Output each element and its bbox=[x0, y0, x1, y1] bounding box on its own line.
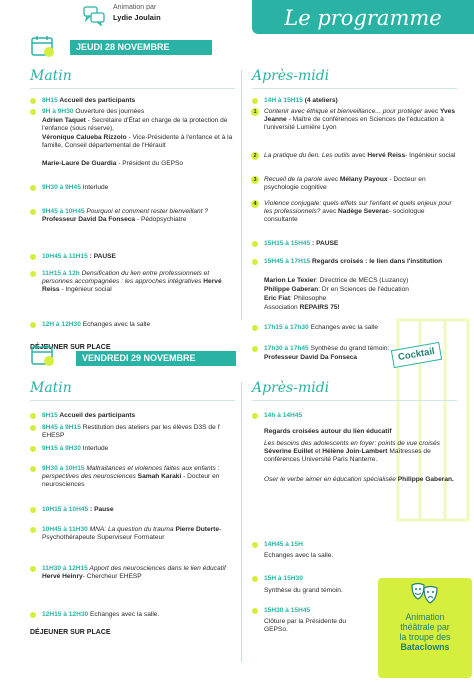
column-divider bbox=[241, 70, 242, 320]
list-item: Regards croisées autour du lien éducatif bbox=[264, 428, 392, 435]
list-item: 11H15 à 12h Densification du lien entre professionnels et personnes accompagnées : les approches intégratives Hervé Reiss - Ingénieur social bbox=[30, 270, 235, 295]
list-item: Marie-Laure De Guardia - Président du GEPSo bbox=[42, 160, 184, 167]
lunch-label: DÉJEUNER SUR PLACE bbox=[30, 629, 111, 636]
list-item: Adrien Taquet - Secrétaire d'État en charge de la protection de l'enfance (sous réserve), bbox=[42, 117, 228, 133]
list-item: 2 La pratique du lien. Les outils avec Hervé Reiss- Ingénieur social bbox=[252, 152, 457, 160]
day2-apres-heading: Après-midi bbox=[252, 380, 330, 396]
list-item: 9H30 à 9H45 Interlude bbox=[30, 184, 235, 192]
list-item: 8H15 Accueil des participants bbox=[30, 412, 235, 420]
list-item: Eric Fiat: Philosophe bbox=[264, 295, 327, 302]
list-item: 1 Contenir avec éthique et bienveillance... pour protéger avec Yves Jeanne - Maître de conférences en Sciences de l'éducation à l'université Lumière Lyon bbox=[252, 108, 457, 133]
animation-box bbox=[378, 578, 472, 678]
cocktail-badge: Cocktail bbox=[391, 342, 442, 368]
list-item: 17h15 à 17h30 Echanges avec la salle bbox=[252, 324, 457, 332]
list-item: 15H15 à 15H45 : PAUSE bbox=[252, 240, 457, 248]
animation-name: Lydie Joulain bbox=[113, 13, 161, 22]
list-item: Clôture par la Présidente du GEPSo. bbox=[264, 618, 347, 634]
list-item: 17h30 à 17h45 Synthèse du grand témoin: bbox=[252, 345, 457, 353]
list-item: Echanges avec la salle. bbox=[264, 552, 334, 559]
list-item: 10H15 à 10H45 : Pause bbox=[30, 506, 235, 514]
day1-date-banner: JEUDI 28 NOVEMBRE bbox=[70, 40, 212, 55]
list-item: 14H45 à 15H bbox=[252, 541, 457, 549]
column-divider bbox=[241, 382, 242, 662]
list-item: 9H30 à 10H15 Maltraitances et violences faites aux enfants : perspectives des neurosciences Samah Karaki - Docteur en neurosciences bbox=[30, 465, 235, 490]
list-item: Véronique Calueba Rizzolo - Vice-Présidente à l'enfance et à la famille, Conseil départemental de l'Hérault bbox=[42, 134, 233, 150]
list-item: 8H15 Accueil des participants bbox=[30, 97, 235, 105]
divider bbox=[30, 400, 235, 401]
calendar-icon bbox=[30, 34, 56, 58]
list-item: Synthèse du grand témoin. bbox=[264, 587, 343, 594]
animation-troupe: Bataclowns bbox=[400, 642, 450, 653]
list-item: Professeur David Da Fonseca bbox=[264, 354, 358, 361]
list-item: 14h à 14H45 bbox=[252, 412, 457, 420]
day2-matin-heading: Matin bbox=[30, 380, 72, 396]
divider bbox=[30, 88, 235, 89]
day2-date-banner: VENDREDI 29 NOVEMBRE bbox=[76, 351, 236, 366]
list-item: 12H15 à 12H30 Echanges avec la salle. bbox=[30, 611, 235, 619]
animation-line3: la troupe des bbox=[399, 632, 451, 643]
list-item: 9H15 à 9H30 Interlude bbox=[30, 445, 235, 453]
list-item: Association REPAIRS 75! bbox=[264, 304, 340, 311]
list-item: 15H45 à 17H15 Regards croisés : le lien dans l'institution bbox=[252, 258, 457, 266]
day1-matin-heading: Matin bbox=[30, 68, 72, 84]
theatre-masks-icon bbox=[410, 582, 440, 608]
page-title: Le programme bbox=[252, 0, 474, 34]
list-item: 9H à 9H30 Ouverture des journées bbox=[30, 108, 235, 116]
day1-apres-heading: Après-midi bbox=[252, 68, 330, 84]
list-item: 8H45 à 9H15 Restitution des ateliers par les élèves D3S de l' EHESP bbox=[30, 424, 235, 440]
list-item: 9H45 à 10H45 Pourquoi et comment rester bienveillant ? Professeur David Da Fonseca - Pédopsychiatre bbox=[30, 208, 235, 224]
list-item: 14H à 15H15 (4 ateliers) bbox=[252, 97, 457, 105]
divider bbox=[252, 400, 457, 401]
lunch-label: DÉJEUNER SUR PLACE bbox=[30, 344, 111, 351]
list-item: 4 Violence conjugale: quels effets sur l'enfant et quels enjeux pour les professionnels? avec Nadège Severac- sociologue consultante bbox=[252, 200, 457, 225]
animation-line1: Animation bbox=[405, 612, 445, 622]
list-item: Les besoins des adolescents en foyer: points de vue croisés Séverine Euillet et Hélène Join-Lambert Maîtresses de conférences Université Paris Nanterre. bbox=[264, 440, 440, 464]
list-item: Oser le verbe aimer en éducation spécialisée Philippe Gaberan. bbox=[264, 476, 454, 483]
list-item: 15H30 à 15H45 bbox=[252, 607, 457, 615]
calendar-icon bbox=[30, 343, 56, 367]
divider bbox=[252, 88, 457, 89]
animation-line2: théâtrale par bbox=[400, 622, 450, 633]
list-item: 15H à 15H30 bbox=[252, 575, 457, 583]
list-item: 12H à 12H30 Echanges avec la salle bbox=[30, 321, 235, 329]
list-item: 3 Recueil de la parole avec Mélany Payoux - Docteur en psychologie cognitive bbox=[252, 176, 457, 192]
list-item: 10H45 à 11H30 MNA: La question du trauma Pierre Duterte-Psychothérapeute Superviseur Formateur bbox=[30, 526, 235, 542]
list-item: 10H45 à 11H15 : PAUSE bbox=[30, 253, 235, 261]
list-item: Marion Le Texier: Directrice de MECS (Luzancy) bbox=[264, 277, 409, 284]
list-item: Philippe Gaberan: Dr en Sciences de l'éducation bbox=[264, 286, 409, 293]
animation-label: Animation par bbox=[113, 4, 157, 11]
list-item: 11H30 à 12H15 Apport des neurosciences dans le lien éducatif Hervé Heinry- Chercheur EHESP bbox=[30, 565, 235, 581]
speech-bubbles-icon bbox=[83, 6, 105, 26]
